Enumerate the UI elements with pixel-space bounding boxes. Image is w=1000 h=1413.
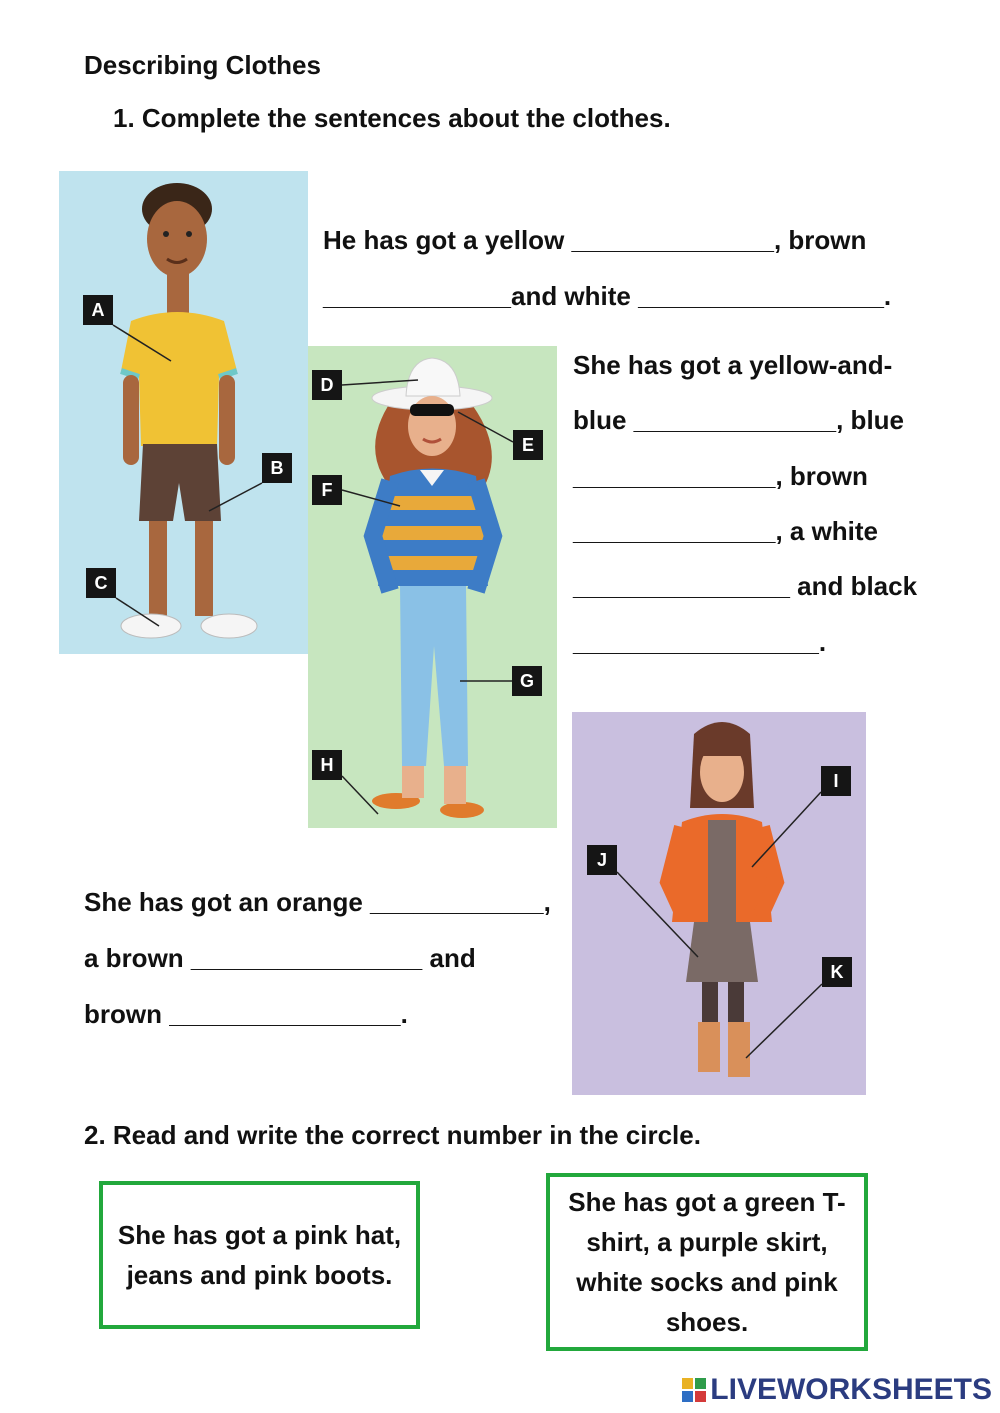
girl-cardigan-illustration — [572, 712, 866, 1095]
liveworksheets-logo — [682, 1373, 992, 1407]
label-i: I — [821, 766, 851, 796]
boy-sentence-line-1: He has got a yellow ______________, brown — [323, 225, 867, 255]
liveworksheets-logo-icon — [682, 1378, 706, 1402]
label-g: G — [512, 666, 542, 696]
description-box-2-text: She has got a green T-shirt, a purple skirt, white socks and pink shoes. — [568, 1187, 846, 1337]
girl-hat-sentence-line-1: She has got a yellow-and- — [573, 350, 893, 380]
label-a: A — [83, 295, 113, 325]
girl-hat-sentence-line-2: blue ______________, blue — [573, 405, 905, 435]
description-box-1-text: She has got a pink hat, jeans and pink boots. — [117, 1220, 402, 1290]
label-e: E — [513, 430, 543, 460]
label-b: B — [262, 453, 292, 483]
exercise-1-instruction: 1. Complete the sentences about the clothes. — [113, 103, 671, 133]
label-d: D — [312, 370, 342, 400]
girl-cardigan-pointer-lines — [572, 712, 866, 1095]
girl-hat-sentence-line-3: ______________, brown — [573, 461, 868, 491]
girl-hat-illustration — [308, 346, 557, 828]
girl-cardigan-sentence-line-2: a brown ________________ and — [84, 943, 476, 973]
girl-cardigan-sentence-line-3: brown ________________. — [84, 999, 408, 1029]
girl-hat-sentence-line-6: _________________. — [573, 627, 827, 657]
girl-hat-sentence-line-4: ______________, a white — [573, 516, 879, 546]
boy-pointer-lines — [59, 171, 308, 654]
page-title: Describing Clothes — [84, 50, 321, 80]
girl-hat-pointer-lines — [308, 346, 557, 828]
boy-illustration — [59, 171, 308, 654]
label-f: F — [312, 475, 342, 505]
boy-sentence-line-2: _____________and white _________________. — [323, 281, 892, 311]
description-box-2 — [546, 1173, 868, 1351]
description-box-1 — [99, 1181, 420, 1329]
label-c: C — [86, 568, 116, 598]
label-j: J — [587, 845, 617, 875]
girl-hat-sentence-line-5: _______________ and black — [573, 571, 918, 601]
label-h: H — [312, 750, 342, 780]
liveworksheets-logo-text: LIVEWORKSHEETS — [710, 1373, 992, 1406]
girl-cardigan-sentence-line-1: She has got an orange ____________, — [84, 887, 551, 917]
exercise-2-instruction: 2. Read and write the correct number in the circle. — [84, 1120, 701, 1150]
label-k: K — [822, 957, 852, 987]
